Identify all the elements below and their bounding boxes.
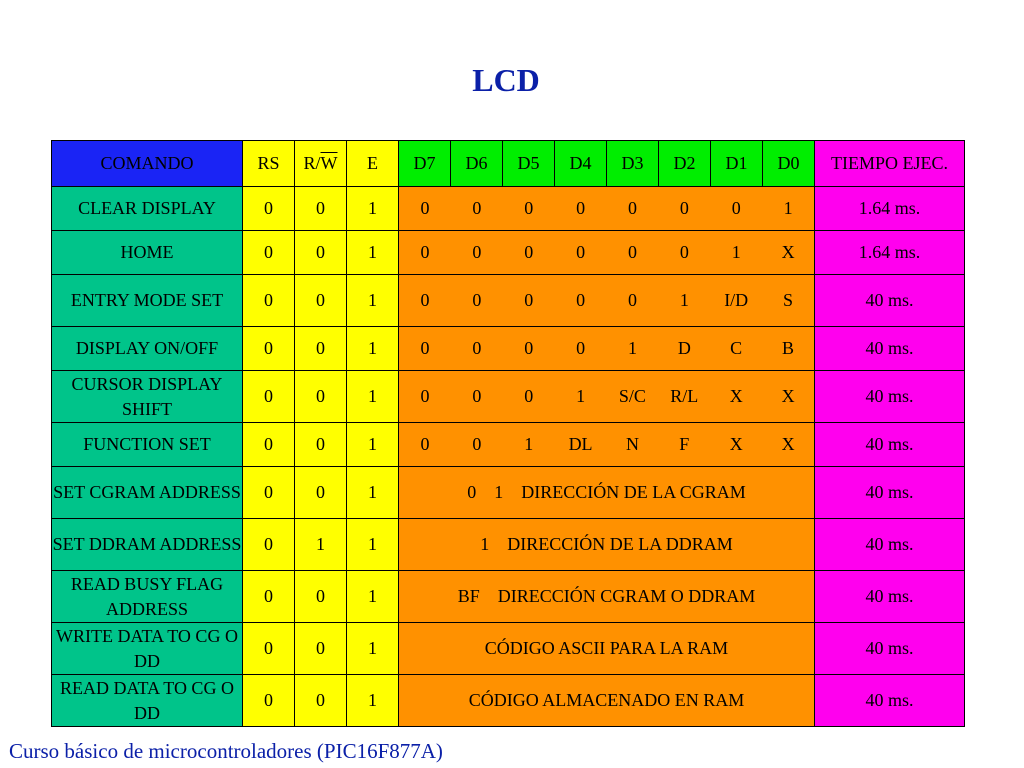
header-rw-read: R/ <box>303 153 321 173</box>
header-d4: D4 <box>555 141 607 187</box>
data-description-cell <box>399 675 815 727</box>
table-row <box>52 571 965 623</box>
e-cell: 1 <box>347 675 399 727</box>
data-bits-cell <box>399 371 815 423</box>
data-bits-cell <box>399 275 815 327</box>
execution-time-cell: 1.64 ms. <box>815 187 965 231</box>
data-bits-cell <box>399 231 815 275</box>
data-description-part: CÓDIGO ALMACENADO EN RAM <box>468 690 745 710</box>
data-bit-d4: 0 <box>576 290 586 310</box>
data-bit-d2: 0 <box>679 242 689 262</box>
execution-time-cell: 40 ms. <box>815 571 965 623</box>
data-bit-d0: S <box>783 290 794 310</box>
header-d2: D2 <box>659 141 711 187</box>
e-cell: 1 <box>347 519 399 571</box>
table-row <box>52 187 965 231</box>
e-cell: 1 <box>347 423 399 467</box>
rw-cell: 0 <box>295 187 347 231</box>
footer-course-name: Curso básico de microcontroladores (PIC16F877A) <box>9 739 443 763</box>
header-d1: D1 <box>711 141 763 187</box>
header-d3: D3 <box>607 141 659 187</box>
data-bit-d1: X <box>729 386 743 406</box>
data-bit-d5: 0 <box>524 386 534 406</box>
data-bit-d0: 1 <box>783 198 793 218</box>
rw-cell: 0 <box>295 571 347 623</box>
rs-cell: 0 <box>243 571 295 623</box>
data-bit-d7: 0 <box>420 290 430 310</box>
data-bit-d1: 1 <box>731 242 741 262</box>
data-bits-cell <box>399 327 815 371</box>
data-bit-d7: 0 <box>420 386 430 406</box>
data-description-part: DIRECCIÓN DE LA CGRAM <box>521 482 746 502</box>
data-bit-d7: 0 <box>420 242 430 262</box>
table-row <box>52 423 965 467</box>
data-bit-d4: 0 <box>576 242 586 262</box>
execution-time-cell: 40 ms. <box>815 467 965 519</box>
rs-cell: 0 <box>243 675 295 727</box>
data-bit-d3: S/C <box>618 386 646 406</box>
rw-cell: 0 <box>295 371 347 423</box>
execution-time-cell: 1.64 ms. <box>815 231 965 275</box>
data-bit-d2: F <box>679 434 690 454</box>
data-bit-d0: X <box>781 434 795 454</box>
data-bit-d2: 0 <box>679 198 689 218</box>
table-row <box>52 231 965 275</box>
execution-time-cell: 40 ms. <box>815 675 965 727</box>
e-cell: 1 <box>347 275 399 327</box>
data-bit-d3: N <box>625 434 639 454</box>
execution-time-cell: 40 ms. <box>815 623 965 675</box>
e-cell: 1 <box>347 467 399 519</box>
data-bit-d6: 0 <box>472 386 482 406</box>
header-rw <box>295 141 347 187</box>
header-rw-write: $\overline{W}$ <box>320 153 338 173</box>
rs-cell: 0 <box>243 275 295 327</box>
rw-cell: 0 <box>295 675 347 727</box>
e-cell: 1 <box>347 371 399 423</box>
data-bit-d1: 0 <box>731 198 741 218</box>
data-bit-d5: 0 <box>524 198 534 218</box>
data-description-part: DIRECCIÓN CGRAM O DDRAM <box>497 586 756 606</box>
command-name-cell: SET CGRAM ADDRESS <box>52 467 243 519</box>
e-cell: 1 <box>347 187 399 231</box>
data-bit-d6: 0 <box>472 338 482 358</box>
data-description-part: 0 <box>467 482 477 502</box>
data-description-part: DIRECCIÓN DE LA DDRAM <box>507 534 733 554</box>
data-bit-d7: 0 <box>420 198 430 218</box>
data-bit-d4: DL <box>568 434 593 454</box>
data-bit-d1: I/D <box>724 290 749 310</box>
data-description-cell <box>399 519 815 571</box>
execution-time-cell: 40 ms. <box>815 519 965 571</box>
data-bit-d7: 0 <box>420 338 430 358</box>
command-name-cell: READ BUSY FLAG ADDRESS <box>52 571 243 623</box>
slide-title: LCD <box>472 62 540 98</box>
data-bit-d2: 1 <box>679 290 689 310</box>
data-bit-d3: 0 <box>627 290 637 310</box>
execution-time-cell: 40 ms. <box>815 423 965 467</box>
command-name-cell: HOME <box>52 231 243 275</box>
data-bit-d2: R/L <box>670 386 699 406</box>
data-bit-d3: 0 <box>627 242 637 262</box>
header-command: COMANDO <box>52 141 243 187</box>
data-bit-d4: 0 <box>576 198 586 218</box>
command-name-cell: ENTRY MODE SET <box>52 275 243 327</box>
rs-cell: 0 <box>243 327 295 371</box>
rs-cell: 0 <box>243 623 295 675</box>
rs-cell: 0 <box>243 423 295 467</box>
data-bit-d1: X <box>729 434 743 454</box>
command-name-cell: CLEAR DISPLAY <box>52 187 243 231</box>
command-name-cell: CURSOR DISPLAY SHIFT <box>52 371 243 423</box>
rw-cell: 0 <box>295 231 347 275</box>
data-bits-cell <box>399 187 815 231</box>
rw-cell: 0 <box>295 327 347 371</box>
table-row <box>52 275 965 327</box>
rw-cell: 0 <box>295 423 347 467</box>
header-rs: RS <box>243 141 295 187</box>
header-d0: D0 <box>763 141 815 187</box>
table-row <box>52 327 965 371</box>
data-description-part: CÓDIGO ASCII PARA LA RAM <box>484 638 729 658</box>
header-time: TIEMPO EJEC. <box>815 141 965 187</box>
command-name-cell: DISPLAY ON/OFF <box>52 327 243 371</box>
data-bit-d7: 0 <box>420 434 430 454</box>
data-bit-d5: 0 <box>524 242 534 262</box>
command-name-cell: FUNCTION SET <box>52 423 243 467</box>
table-row <box>52 623 965 675</box>
data-bit-d4: 0 <box>576 338 586 358</box>
data-bit-d5: 0 <box>524 338 534 358</box>
rs-cell: 0 <box>243 371 295 423</box>
table-row <box>52 467 965 519</box>
data-description-part: 1 <box>480 534 490 554</box>
data-bit-d6: 0 <box>472 198 482 218</box>
data-bit-d3: 1 <box>627 338 637 358</box>
rs-cell: 0 <box>243 231 295 275</box>
e-cell: 1 <box>347 623 399 675</box>
execution-time-cell: 40 ms. <box>815 371 965 423</box>
table-header-row <box>52 141 965 187</box>
rw-cell: 0 <box>295 467 347 519</box>
data-bit-d6: 0 <box>472 242 482 262</box>
data-bit-d6: 0 <box>472 434 482 454</box>
header-e: E <box>347 141 399 187</box>
e-cell: 1 <box>347 571 399 623</box>
command-name-cell: READ DATA TO CG O DD <box>52 675 243 727</box>
data-bit-d4: 1 <box>576 386 586 406</box>
data-bit-d6: 0 <box>472 290 482 310</box>
data-description-cell <box>399 467 815 519</box>
execution-time-cell: 40 ms. <box>815 275 965 327</box>
header-d6: D6 <box>451 141 503 187</box>
data-bit-d0: X <box>781 242 795 262</box>
command-name-cell: SET DDRAM ADDRESS <box>52 519 243 571</box>
header-d5: D5 <box>503 141 555 187</box>
data-bit-d5: 0 <box>524 290 534 310</box>
data-bit-d0: B <box>782 338 795 358</box>
rs-cell: 0 <box>243 467 295 519</box>
table-row <box>52 675 965 727</box>
rw-cell: 1 <box>295 519 347 571</box>
data-bit-d2: D <box>677 338 691 358</box>
data-bit-d5: 1 <box>524 434 534 454</box>
lcd-command-table <box>51 140 965 727</box>
rw-cell: 0 <box>295 623 347 675</box>
rs-cell: 0 <box>243 519 295 571</box>
rs-cell: 0 <box>243 187 295 231</box>
data-bit-d0: X <box>781 386 795 406</box>
rw-cell: 0 <box>295 275 347 327</box>
data-bit-d3: 0 <box>627 198 637 218</box>
data-bits-cell <box>399 423 815 467</box>
execution-time-cell: 40 ms. <box>815 327 965 371</box>
data-bit-d1: C <box>730 338 743 358</box>
table-row <box>52 519 965 571</box>
e-cell: 1 <box>347 327 399 371</box>
command-name-cell: WRITE DATA TO CG O DD <box>52 623 243 675</box>
header-d7: D7 <box>399 141 451 187</box>
data-description-cell <box>399 623 815 675</box>
data-description-part: BF <box>457 586 480 606</box>
table-row <box>52 371 965 423</box>
data-description-cell <box>399 571 815 623</box>
e-cell: 1 <box>347 231 399 275</box>
data-description-part: 1 <box>494 482 504 502</box>
